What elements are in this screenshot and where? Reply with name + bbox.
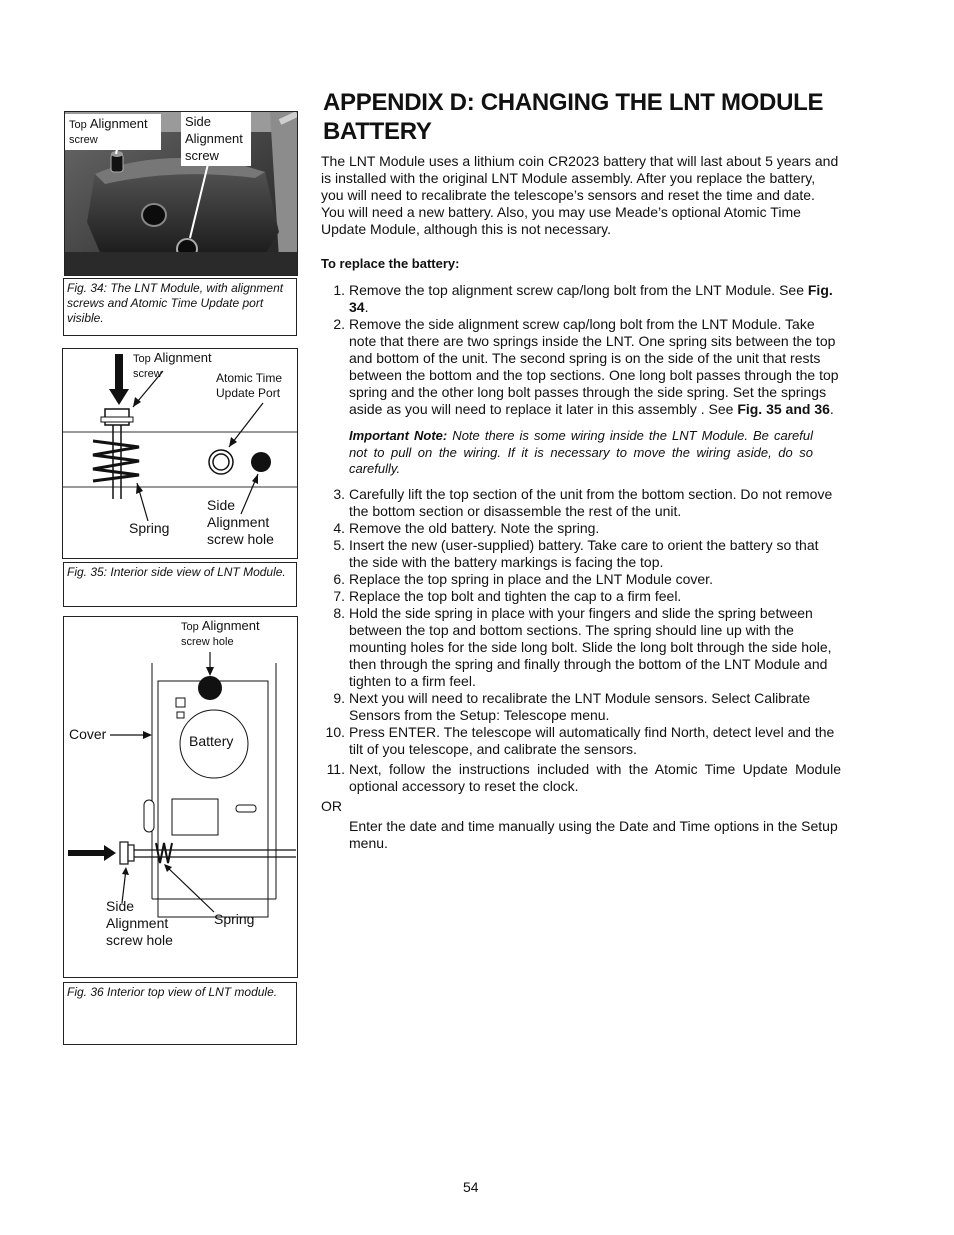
step-item: 10. Press ENTER. The telescope will automatically find North, detect level and the tilt of you telescope, and calibrate the sensors. xyxy=(325,723,835,757)
fig35-port-label: Atomic Time Update Port xyxy=(216,371,283,400)
fig36-side-label: Side Alignment screw hole xyxy=(106,898,173,948)
step-item: 5. Insert the new (user-supplied) battery. Take care to orient the battery so that the side with the battery markings is facing the top. xyxy=(333,536,819,570)
fig36-spring-label: Spring xyxy=(214,911,255,927)
step-item: 2. Remove the side alignment screw cap/long bolt from the LNT Module. Take note that there are two springs inside the LNT. One spring sits between the top and bottom of the unit. The second spring is on the side of the unit that rests between the bottom and the top sections. One long bolt passes through the top spring and the other long bolt passes through the side spring. Set the springs aside as you will need to replace it later in this assembly . See Fig. 35 and 36. xyxy=(333,316,839,417)
fig36-diagram xyxy=(63,616,298,978)
fig35-spring-label: Spring xyxy=(129,520,170,536)
fig35-top-label: Top Alignment screw xyxy=(133,350,212,380)
fig34-side-label: Side Alignment screw xyxy=(185,114,243,163)
or-alternative-text: Enter the date and time manually using the Date and Time options in the Setup menu. xyxy=(349,817,838,851)
fig35-side-label: Side Alignment screw hole xyxy=(207,497,274,547)
step-item: 3. Carefully lift the top section of the unit from the bottom section. Do not remove the bottom section or disassemble the rest of the unit. xyxy=(333,485,833,519)
important-note: Important Note: Note there is some wiring inside the LNT Module. Be careful not to pull on the wiring. If it is necessary to move the wiring aside, do so carefully. xyxy=(349,428,813,476)
step-item: 7. Replace the top bolt and tighten the cap to a firm feel. xyxy=(333,587,682,604)
fig34-caption: Fig. 34: The LNT Module, with alignment screws and Atomic Time Update port visible. xyxy=(63,278,297,336)
step-item: 6. Replace the top spring in place and the LNT Module cover. xyxy=(333,570,713,587)
step-item: 1. Remove the top alignment screw cap/long bolt from the LNT Module. See Fig. 34. xyxy=(333,282,833,315)
fig36-battery-label: Battery xyxy=(189,733,234,749)
step-item: 9. Next you will need to recalibrate the LNT Module sensors. Select Calibrate Sensors from the Setup: Telescope menu. xyxy=(333,689,811,723)
step-item: 8. Hold the side spring in place with your fingers and slide the spring between between the top and bottom sections. The spring should line up with the mounting holes for the side long bolt. Slide the long bolt through the side hole, then through the spring and finally through the bottom of the LNT Module and tighten to a firm feel. xyxy=(333,604,832,689)
fig34-top-label: Top Alignment screw xyxy=(69,116,148,146)
intro-paragraph: The LNT Module uses a lithium coin CR2023 battery that will last about 5 years and is installed with the original LNT Module assembly. After you replace the battery, you will need to recalibrate the telescope’s sensors and reset the time and date. You will need a new battery. Also, you may use Meade’s optional Atomic Time Update Module, although this is not necessary. xyxy=(321,153,839,237)
fig36-cover-label: Cover xyxy=(69,726,107,742)
step-item: 11. Next, follow the instructions included with the Atomic Time Update Module optional accessory to reset the clock. xyxy=(326,760,841,794)
page-number: 54 xyxy=(463,1179,479,1195)
fig36-caption: Fig. 36 Interior top view of LNT module. xyxy=(63,982,297,1045)
appendix-title: APPENDIX D: CHANGING THE LNT MODULE BATTERY xyxy=(323,89,824,145)
fig35-caption: Fig. 35: Interior side view of LNT Module. xyxy=(63,562,297,607)
or-label: OR xyxy=(321,797,342,814)
step-item: 4. Remove the old battery. Note the spring. xyxy=(333,519,600,536)
steps-list xyxy=(321,282,841,852)
fig36-top-label: Top Alignment screw hole xyxy=(181,618,260,648)
lnt-top-view-drawing xyxy=(64,617,297,977)
subheading: To replace the battery: xyxy=(321,256,460,271)
